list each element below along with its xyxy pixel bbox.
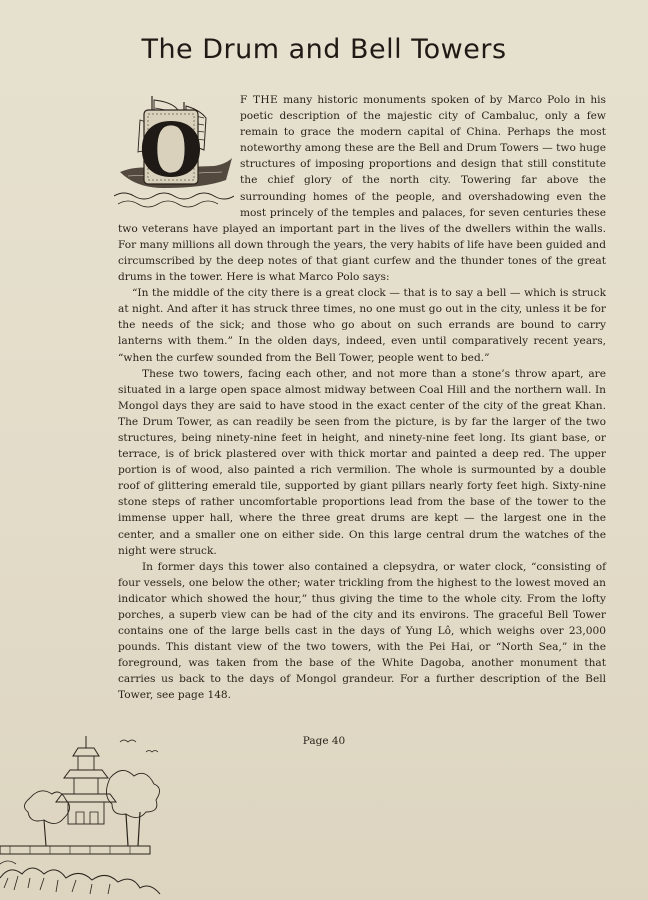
tower-vignette-illustration [0,728,200,900]
drop-cap-letter: O [138,108,204,194]
drop-cap-ship-illustration [114,92,234,210]
page-number: Page 40 [302,735,346,747]
article-body [118,92,606,704]
paragraph-4: In former days this tower also contained a clepsydra, or water clock, “consisting of four vessels, one below the other; water trickling from the highest to the lowest moved an indicator which showed the hour,” thus giving the time to the whole city. From the lofty porches, a superb view can be had of the city and its environs. The graceful Bell Tower contains one of the large bells cast in the days of Yung Lô, which weighs over 23,000 pounds. This distant view of the two towers, with the Pei Hai, or “North Sea,” in the foreground, was taken from the base of the White Dagoba, another monument that carries us back to the days of Mongol grandeur. For a further description of the Bell Tower, see page 148. [118,560,606,702]
paragraph-3: These two towers, facing each other, and not more than a stone’s throw apart, are situated in a large open space almost midway between Coal Hill and the northern wall. In Mongol days they are said to have stood in the exact center of the city of the great Khan. The Drum Tower, as can readily be seen from the picture, is by far the larger of the two structures, being ninety-nine feet in height, and ninety-nine feet long. Its giant base, or terrace, is of brick plastered over with thick mortar and painted a deep red. The upper portion is of wood, also painted a rich vermilion. The whole is surmounted by a double roof of glittering emerald tile, supported by giant pillars nearly forty feet high. Sixty-nine stone steps of rather uncomfortable proportions lead from the base of the tower to the immense upper hall, where the three great drums are kept — the largest one in the center, and a smaller one on either side. On this large central drum the watches of the night were struck. [118,367,606,557]
paragraph-1-text: many historic monuments spoken of by Marco Polo in his poetic description of the majestic city of Cambaluc, only a few remain to grace the modern capital of China. Perhaps the most noteworthy among these are the Bell and Drum Towers — two huge structures of imposing proportions and design that still constitute the chief glory of the north city. Towering far above the surrounding homes of the people, and overshadowing even the most princely of the temples and palaces, for seven centuries these two veterans have played an important part in the lives of the dwellers within the walls. For many millions all down through the years, the very habits of life have been guided and circumscribed by the deep notes of that giant curfew and the thunder tones of the great drums in the tower. Here is what Marco Polo says: [118,94,606,284]
paragraph-2: “In the middle of the city there is a great clock — that is to say a bell — which is struck at night. And after it has struck three times, no one must go out in the city, unless it be for the needs of the sick; and those who go about on such errands are bound to carry lanterns with them.” In the olden days, indeed, even until comparatively recent years, “when the curfew sounded from the Bell Tower, people went to bed.” [118,287,606,364]
lead-words: F THE [240,94,278,106]
page-title: The Drum and Bell Towers [141,34,507,65]
